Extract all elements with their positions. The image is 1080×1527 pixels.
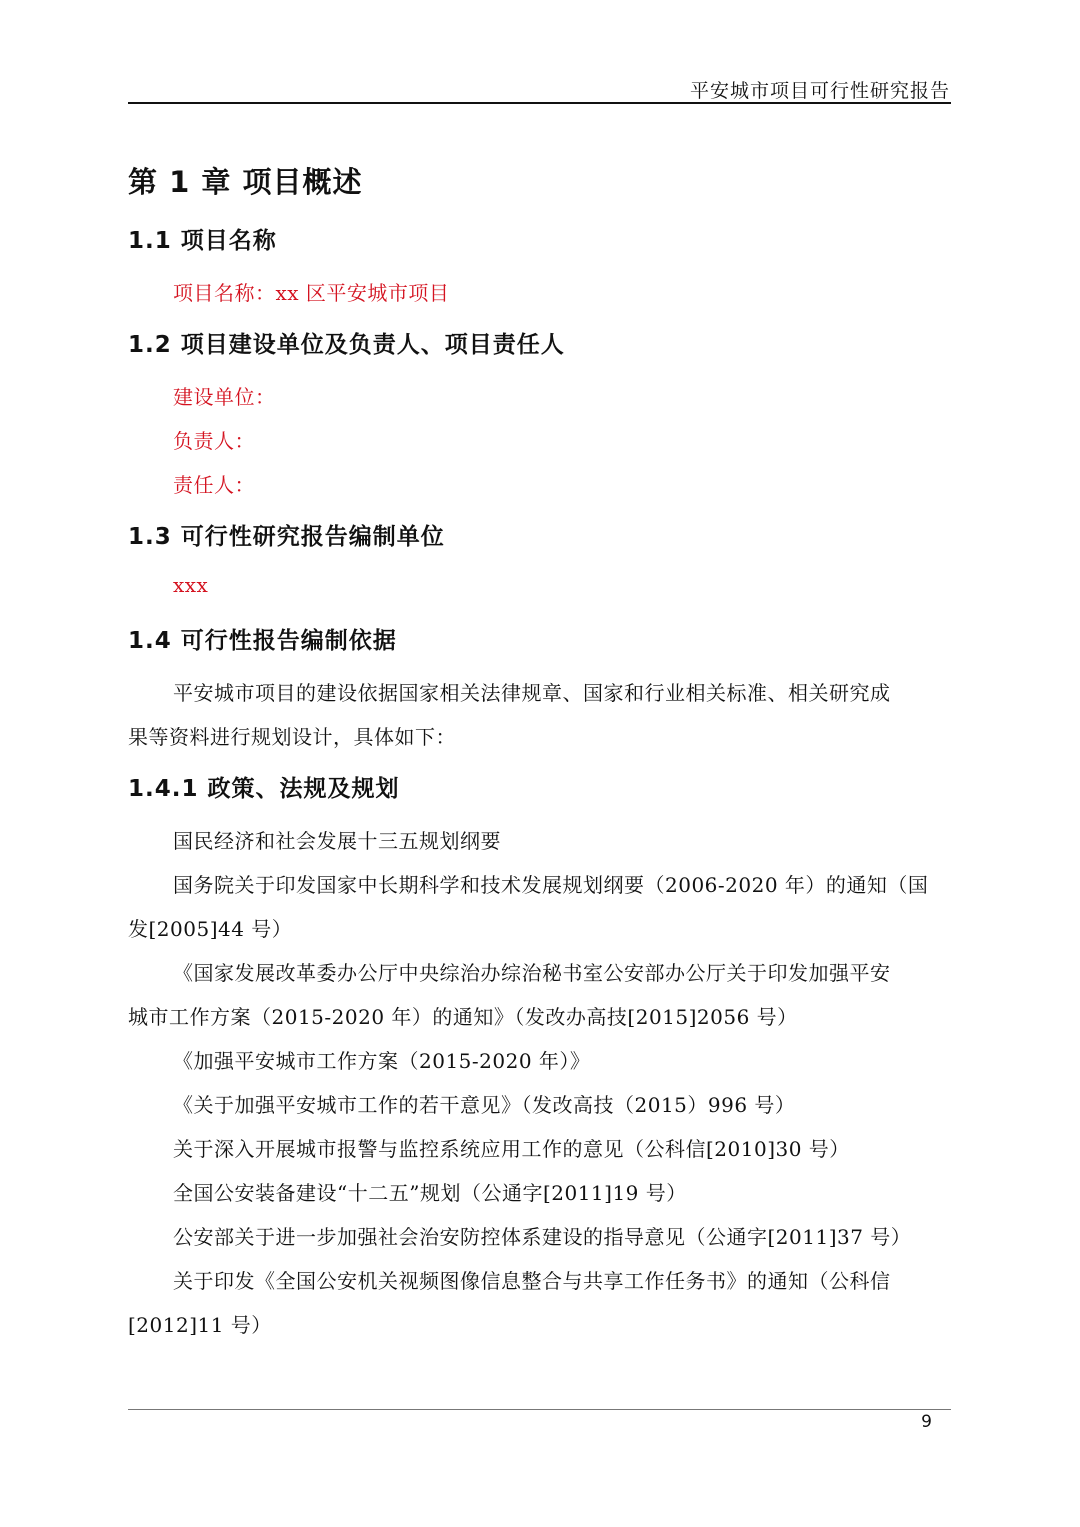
policy-list-item: 《关于加强平安城市工作的若干意见》（发改高技（2015）996 号） bbox=[173, 1093, 796, 1117]
policy-list-item: 《国家发展改革委办公厅中央综治办综治秘书室公安部办公厅关于印发加强平安 bbox=[173, 961, 891, 985]
footer-rule bbox=[128, 1409, 951, 1410]
policy-list-item-continuation: [2012]11 号） bbox=[128, 1313, 272, 1337]
page-number: 9 bbox=[921, 1412, 932, 1432]
policy-list-item: 关于深入开展城市报警与监控系统应用工作的意见（公科信[2010]30 号） bbox=[173, 1137, 850, 1161]
section-heading-1-4: 1.4 可行性报告编制依据 bbox=[128, 628, 397, 654]
project-name-item: 项目名称：xx 区平安城市项目 bbox=[173, 281, 450, 305]
policy-list-item: 国务院关于印发国家中长期科学和技术发展规划纲要（2006-2020 年）的通知（国 bbox=[173, 873, 929, 897]
section-heading-1-1: 1.1 项目名称 bbox=[128, 228, 277, 254]
policy-list-item: 国民经济和社会发展十三五规划纲要 bbox=[173, 829, 501, 853]
person-in-charge-item: 负责人： bbox=[173, 429, 255, 453]
section-heading-1-2: 1.2 项目建设单位及负责人、项目责任人 bbox=[128, 332, 565, 358]
policy-list-item-continuation: 发[2005]44 号） bbox=[128, 917, 293, 941]
construction-unit-item: 建设单位： bbox=[173, 385, 276, 409]
basis-paragraph-line-1: 平安城市项目的建设依据国家相关法律规章、国家和行业相关标准、相关研究成 bbox=[173, 681, 891, 705]
chapter-title: 第 1 章 项目概述 bbox=[128, 165, 363, 199]
policy-list-item: 公安部关于进一步加强社会治安防控体系建设的指导意见（公通字[2011]37 号） bbox=[173, 1225, 912, 1249]
basis-paragraph-line-2: 果等资料进行规划设计，具体如下： bbox=[128, 725, 456, 749]
policy-list-item-continuation: 城市工作方案（2015-2020 年）的通知》（发改办高技[2015]2056 号） bbox=[128, 1005, 798, 1029]
running-header: 平安城市项目可行性研究报告 bbox=[689, 80, 950, 102]
policy-list-item: 《加强平安城市工作方案（2015-2020 年）》 bbox=[173, 1049, 591, 1073]
section-heading-1-3: 1.3 可行性研究报告编制单位 bbox=[128, 524, 445, 550]
compiling-unit-value: xxx bbox=[173, 573, 209, 597]
section-heading-1-4-1: 1.4.1 政策、法规及规划 bbox=[128, 776, 400, 802]
responsible-person-item: 责任人： bbox=[173, 473, 255, 497]
policy-list-item: 全国公安装备建设“十二五”规划（公通字[2011]19 号） bbox=[173, 1181, 687, 1205]
policy-list-item: 关于印发《全国公安机关视频图像信息整合与共享工作任务书》的通知（公科信 bbox=[173, 1269, 891, 1293]
header-rule bbox=[128, 102, 951, 104]
